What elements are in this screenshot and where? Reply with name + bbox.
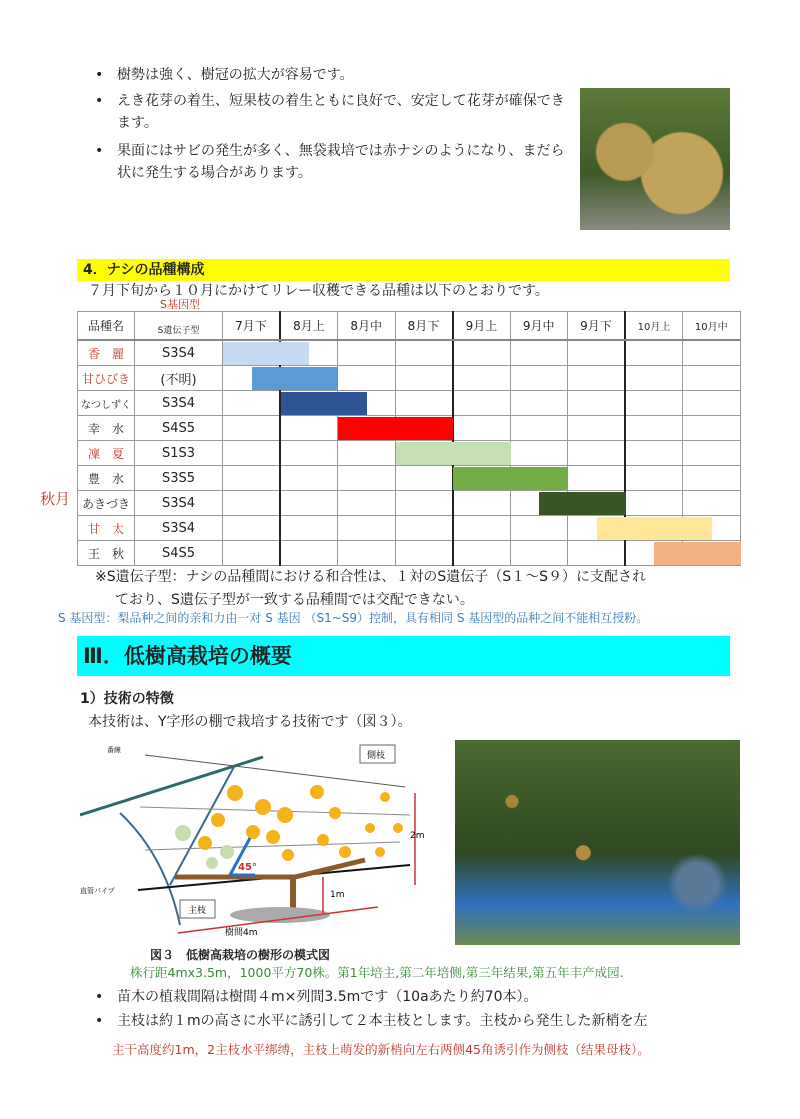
note-jp: ※S遺伝子型：ナシの品種間における和合性は、１対のS遺伝子（S１～S９）に支配され [95,569,646,585]
period-cell [395,391,453,416]
period-cell [625,340,683,366]
period-cell [510,391,568,416]
bullet-item: • えき花芽の着生、短果枝の着生ともに良好で、安定して花芽が確保できます。 [95,93,565,131]
period-cell [510,516,568,541]
s-genotype: S3S4 [135,516,223,541]
section-heading: 4．ナシの品種構成 [77,259,730,281]
section-intro: ７月下旬から１０月にかけてリレー収穫できる品種は以下のとおりです。 [88,283,549,299]
period-header: 10月中 [683,312,741,341]
section-intro-3: 本技術は、Y字形の棚で栽培する技術です（図３）。 [88,714,412,730]
period-cell [510,340,568,366]
period-cell [280,491,338,516]
period-cell [395,491,453,516]
table-row [78,416,741,441]
pipe-label: 直管パイプ [80,887,115,895]
period-header: 8月上 [280,312,338,341]
header-s: S遺伝子型 [135,312,223,341]
harvest-bar [597,517,712,540]
period-cell [568,541,626,566]
period-cell [223,441,281,466]
period-header: 10月上 [625,312,683,341]
section-heading-3: Ⅲ．低樹高栽培の概要 [77,636,730,676]
period-cell [223,391,281,416]
s-genotype: S4S5 [135,416,223,441]
angle-label: 45° [238,862,257,873]
table-row [78,441,741,466]
period-header: 9月下 [568,312,626,341]
table-row [78,541,741,566]
s-genotype: S1S3 [135,441,223,466]
period-cell [683,466,741,491]
period-cell [223,340,281,366]
harvest-bar [281,392,367,415]
harvest-bar [654,542,740,565]
period-cell [625,416,683,441]
period-cell [338,516,396,541]
side-note: 秋月 [40,490,71,508]
period-cell [395,516,453,541]
note-jp-2: ており、S遺伝子型が一致する品種間では交配できない。 [115,592,474,608]
period-cell [568,441,626,466]
period-cell [223,541,281,566]
period-cell [625,491,683,516]
period-cell [683,416,741,441]
period-cell [683,366,741,391]
period-cell [395,541,453,566]
period-cell [453,516,511,541]
period-cell [338,366,396,391]
period-cell [510,416,568,441]
cn-bottom: 主干高度约1m，2主枝水平绑缚，主枝上萌发的新梢向左右两侧45角诱引作为侧枝（结果母枝）。 [112,1042,650,1057]
period-header: 8月下 [395,312,453,341]
cn-caption: 株行距4mx3.5m，1000平方70株。第1年培主,第二年培侧,第三年结果,第五年丰产成园. [130,965,624,980]
period-cell [223,366,281,391]
period-cell [223,491,281,516]
period-cell [280,416,338,441]
period-cell [510,366,568,391]
period-cell [453,366,511,391]
variety-name: 甘 太 [78,516,135,541]
period-cell [683,340,741,366]
period-cell [453,391,511,416]
harvest-bar [453,467,568,490]
period-cell [280,466,338,491]
variety-name: あきづき [78,491,135,516]
variety-name: 豊 水 [78,466,135,491]
period-cell [453,340,511,366]
period-cell [395,366,453,391]
harvest-bar [338,417,453,440]
period-cell [568,366,626,391]
bullet-item: • 果面にはサビの発生が多く、無袋栽培では赤ナシのようになり、まだら状に発生する場合があります。 [95,143,565,181]
period-cell [510,541,568,566]
table-row [78,466,741,491]
period-cell [338,491,396,516]
period-cell [683,491,741,516]
period-cell [395,340,453,366]
table-row [78,366,741,391]
s-genotype: S3S5 [135,466,223,491]
variety-table [77,311,741,566]
s-genotype: S3S4 [135,491,223,516]
period-header: 9月中 [510,312,568,341]
pear-photo [580,88,730,230]
variety-name: 凜 夏 [78,441,135,466]
harvest-bar [396,442,511,465]
period-cell [223,516,281,541]
period-cell [338,441,396,466]
height-1m-label: 1m [330,890,345,900]
period-header: 9月上 [453,312,511,341]
period-cell [453,541,511,566]
height-2m-label: 2m [410,831,425,841]
variety-name: なつしずく [78,391,135,416]
s-genotype: S4S5 [135,541,223,566]
table-row [78,340,741,366]
period-cell [625,366,683,391]
s-genotype: S3S4 [135,340,223,366]
period-cell [568,466,626,491]
period-cell [223,416,281,441]
period-cell [625,441,683,466]
harvest-bar [252,367,338,390]
harvest-bar [223,342,309,365]
bullet-item: • 苗木の植栽間隔は樹間４m×列間3.5mです（10aあたり約70本）。 [95,989,538,1005]
period-cell [338,466,396,491]
header-name: 品種名 [78,312,135,341]
trellis-diagram [80,735,440,945]
table-row [78,516,741,541]
figure-caption: 図３ 低樹高栽培の樹形の模式図 [150,948,331,962]
period-cell [338,340,396,366]
table-row [78,491,741,516]
period-cell [280,516,338,541]
bullet-item: • 樹勢は強く、樹冠の拡大が容易です。 [95,67,354,83]
period-cell [568,416,626,441]
period-cell [395,466,453,491]
period-header: 8月中 [338,312,396,341]
note-cn: S 基因型：梨品种之间的亲和力由一对 S 基因 （S1~S9）控制，具有相同 S 基因型的品种之间不能相互授粉。 [58,611,649,625]
period-cell [338,541,396,566]
variety-name: 甘ひびき [78,366,135,391]
s-genotype: S3S4 [135,391,223,416]
period-cell [223,466,281,491]
s-annotation: S基因型 [160,298,200,311]
harvest-bar [539,492,625,515]
period-cell [280,541,338,566]
period-cell [280,441,338,466]
main-branch-label: 主枝 [188,906,207,916]
period-cell [453,491,511,516]
table-row [78,391,741,416]
orchard-photo [455,740,740,945]
wire-label: 番線 [107,746,121,754]
bullet-item: • 主枝は約１mの高さに水平に誘引して２本主枝とします。主枝から発生した新梢を左 [95,1013,648,1029]
variety-name: 幸 水 [78,416,135,441]
period-cell [453,416,511,441]
period-cell [683,391,741,416]
period-cell [568,340,626,366]
variety-name: 王 秋 [78,541,135,566]
side-branch-label: 側枝 [367,751,386,761]
period-cell [683,441,741,466]
s-genotype: (不明) [135,366,223,391]
variety-name: 香 麗 [78,340,135,366]
period-cell [625,391,683,416]
spacing-label: 樹間4m [225,928,258,938]
period-cell [625,466,683,491]
sub-heading: 1）技術の特徴 [80,691,174,707]
period-header: 7月下 [223,312,281,341]
period-cell [510,441,568,466]
period-cell [568,391,626,416]
